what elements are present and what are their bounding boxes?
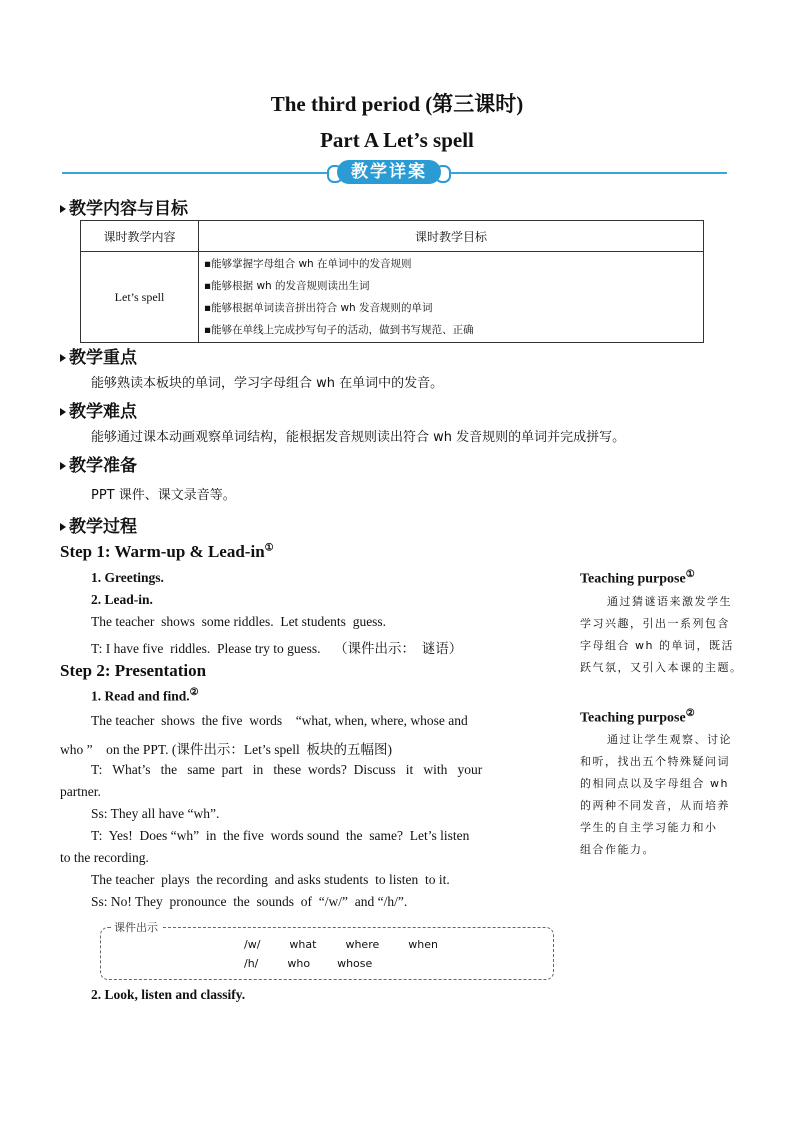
page-subtitle: Part A Let’s spell <box>320 128 474 152</box>
step2-subheading-2: 2. Look, listen and classify. <box>91 987 246 1002</box>
courseware-box <box>100 921 554 980</box>
side-title: Teaching purpose <box>580 710 686 726</box>
step1-title <box>60 542 274 562</box>
teaching-purpose-1-title <box>580 569 695 588</box>
triangle-bullet-icon <box>60 408 66 416</box>
word: where <box>345 938 380 951</box>
side-line: 通过猜谜语来激发学生 <box>607 595 732 608</box>
teaching-purpose-2-title <box>580 708 695 727</box>
step2-line: who ” on the PPT. (课件出示：Let’s spell 板块的五幅图) <box>60 742 392 757</box>
side-line: 学习兴趣，引出一系列包含 <box>580 617 730 630</box>
goal-item: ▪能够根据单词读音拼出符合 wh 发音规则的单词 <box>204 302 433 314</box>
section-process <box>60 512 137 537</box>
section-preparation <box>60 451 137 476</box>
step2-subheading <box>91 687 199 705</box>
step2-line: T: Yes! Does “wh” in the five words sound the same? Let’s listen <box>91 828 470 843</box>
page-title: The third period (第三课时) <box>270 92 524 116</box>
step2-title: Step 2: Presentation <box>60 661 207 680</box>
banner <box>327 160 451 184</box>
step2-line: Ss: They all have “wh”. <box>91 806 220 821</box>
step1-item: 1. Greetings. <box>91 570 164 585</box>
section-heading: 教学内容与目标 <box>69 199 188 219</box>
step2-line: The teacher shows the five words “what, when, where, whose and <box>91 713 468 728</box>
sound-label: /w/ <box>244 938 261 951</box>
step1-item: 2. Lead-in. <box>91 592 153 607</box>
teaching-purpose-1-text <box>580 591 750 679</box>
triangle-bullet-icon <box>60 354 66 362</box>
courseware-row-w <box>244 938 438 951</box>
section-heading: 教学难点 <box>69 402 137 422</box>
section-content-goals <box>60 194 188 219</box>
table-header: 课时教学目标 <box>199 221 704 252</box>
banner-label: 教学详案 <box>337 160 441 184</box>
side-line: 组合作能力。 <box>580 843 655 856</box>
key-points-text: 能够熟读本板块的单词，学习字母组合 wh 在单词中的发音。 <box>91 376 444 391</box>
side-line: 的相同点以及字母组合 wh <box>580 777 729 790</box>
objectives-table <box>80 220 704 343</box>
footnote-mark: ① <box>685 569 695 580</box>
side-line: 和听，找出五个特殊疑问词 <box>580 755 730 768</box>
courseware-label: 课件出示 <box>111 919 161 935</box>
section-heading: 教学准备 <box>69 456 137 476</box>
step2-line: to the recording. <box>60 850 149 865</box>
triangle-bullet-icon <box>60 205 66 213</box>
step1-item: T: I have five riddles. Please try to guess. （课件出示： 谜语） <box>91 641 463 656</box>
goal-item: ▪能够在单线上完成抄写句子的活动，做到书写规范、正确 <box>204 324 474 336</box>
difficulties-text: 能够通过课本动画观察单词结构，能根据发音规则读出符合 wh 发音规则的单词并完成拼写。 <box>91 430 626 445</box>
goal-item: ▪能够掌握字母组合 wh 在单词中的发音规则 <box>204 258 412 270</box>
preparation-text: PPT 课件、课文录音等。 <box>91 488 236 503</box>
table-cell-goals <box>199 252 704 343</box>
courseware-row-h <box>244 957 372 970</box>
word: what <box>289 938 317 951</box>
footnote-mark: ① <box>264 542 274 554</box>
footnote-mark: ② <box>189 687 199 698</box>
side-line: 跃气氛，又引入本课的主题。 <box>580 661 743 674</box>
triangle-bullet-icon <box>60 523 66 531</box>
side-line: 学生的自主学习能力和小 <box>580 821 718 834</box>
divider-right <box>451 172 727 174</box>
step2-line: partner. <box>60 784 101 799</box>
step-heading: Step 1: Warm-up & Lead-in <box>60 542 265 561</box>
teaching-purpose-2-text <box>580 729 750 861</box>
triangle-bullet-icon <box>60 462 66 470</box>
step1-item: The teacher shows some riddles. Let students guess. <box>91 614 387 629</box>
side-line: 字母组合 wh 的单词，既活 <box>580 639 734 652</box>
divider-left <box>62 172 327 174</box>
section-heading: 教学重点 <box>69 348 137 368</box>
section-key-points <box>60 343 137 368</box>
sound-label: /h/ <box>244 957 259 970</box>
word: when <box>408 938 438 951</box>
step2-line: Ss: No! They pronounce the sounds of “/w/” and “/h/”. <box>91 894 408 909</box>
step2-line: T: What’s the same part in these words? Discuss it with your <box>91 762 483 777</box>
side-line: 通过让学生观察、讨论 <box>607 733 732 746</box>
word: whose <box>337 957 373 970</box>
word: who <box>287 957 311 970</box>
table-cell-content: Let’s spell <box>81 252 199 343</box>
goal-item: ▪能够根据 wh 的发音规则读出生词 <box>204 280 370 292</box>
side-line: 的两种不同发音，从而培养 <box>580 799 730 812</box>
step2-line: The teacher plays the recording and asks students to listen to it. <box>91 872 450 887</box>
section-heading: 教学过程 <box>69 517 137 537</box>
table-header: 课时教学内容 <box>81 221 199 252</box>
side-title: Teaching purpose <box>580 571 686 587</box>
subheading-text: 1. Read and find. <box>91 688 190 704</box>
footnote-mark: ② <box>685 708 695 719</box>
section-difficulties <box>60 397 137 422</box>
